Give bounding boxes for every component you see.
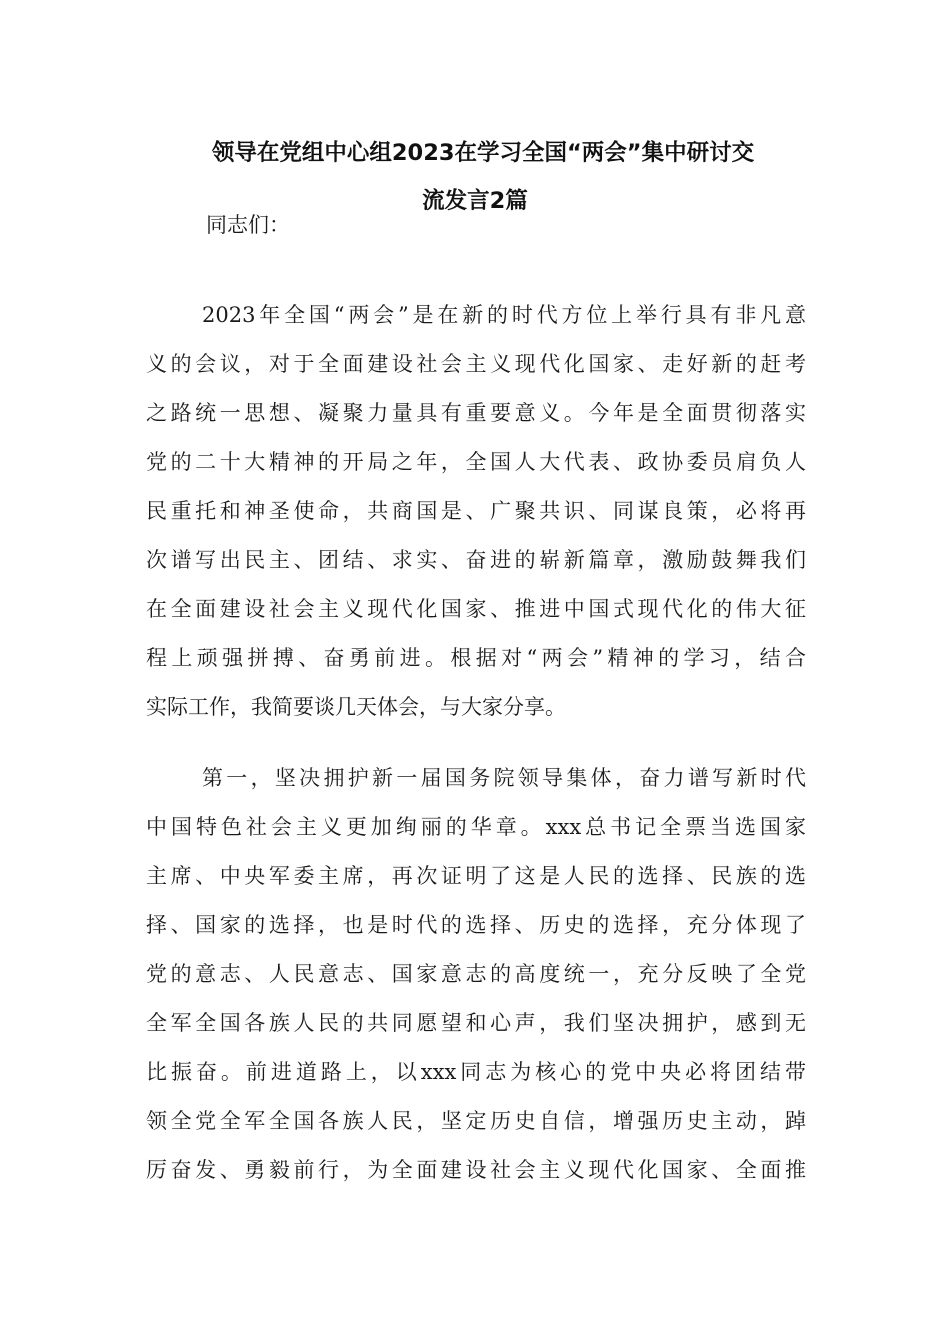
paragraph-line: 次谱写出民主、团结、求实、奋进的崭新篇章，激励鼓舞我们 bbox=[146, 548, 806, 572]
paragraph-line: 厉奋发、勇毅前行，为全面建设社会主义现代化国家、全面推 bbox=[146, 1158, 806, 1182]
paragraph-line: 领全党全军全国各族人民，坚定历史自信，增强历史主动，踔 bbox=[146, 1109, 806, 1133]
salutation: 同志们： bbox=[206, 213, 290, 237]
paragraph-line: 之路统一思想、凝聚力量具有重要意义。今年是全面贯彻落实 bbox=[146, 401, 806, 425]
paragraph-line: 第一，坚决拥护新一届国务院领导集体，奋力谱写新时代 bbox=[202, 766, 806, 790]
paragraph-line: 在全面建设社会主义现代化国家、推进中国式现代化的伟大征 bbox=[146, 597, 806, 621]
document-title-line-2: 流发言2篇 bbox=[422, 188, 528, 214]
paragraph-line: 比振奋。前进道路上，以xxx同志为核心的党中央必将团结带 bbox=[146, 1060, 806, 1084]
document-title-line-1: 领导在党组中心组2023在学习全国“两会”集中研讨交 bbox=[211, 140, 755, 166]
paragraph-line: 义的会议，对于全面建设社会主义现代化国家、走好新的赶考 bbox=[146, 352, 806, 376]
paragraph-line: 民重托和神圣使命，共商国是、广聚共识、同谋良策，必将再 bbox=[146, 499, 806, 523]
paragraph-line: 党的意志、人民意志、国家意志的高度统一，充分反映了全党 bbox=[146, 962, 806, 986]
paragraph-line: 2023年全国“两会”是在新的时代方位上举行具有非凡意 bbox=[202, 303, 806, 327]
paragraph-2 bbox=[146, 763, 806, 1204]
paragraph-1 bbox=[146, 300, 806, 741]
paragraph-line: 择、国家的选择，也是时代的选择、历史的选择，充分体现了 bbox=[146, 913, 806, 937]
paragraph-line: 中国特色社会主义更加绚丽的华章。xxx总书记全票当选国家 bbox=[146, 815, 806, 839]
paragraph-line: 全军全国各族人民的共同愿望和心声，我们坚决拥护，感到无 bbox=[146, 1011, 806, 1035]
paragraph-line: 程上顽强拼搏、奋勇前进。根据对“两会”精神的学习，结合 bbox=[146, 646, 806, 670]
paragraph-line: 党的二十大精神的开局之年，全国人大代表、政协委员肩负人 bbox=[146, 450, 806, 474]
paragraph-line: 实际工作，我简要谈几天体会，与大家分享。 bbox=[146, 695, 566, 719]
paragraph-line: 主席、中央军委主席，再次证明了这是人民的选择、民族的选 bbox=[146, 864, 806, 888]
